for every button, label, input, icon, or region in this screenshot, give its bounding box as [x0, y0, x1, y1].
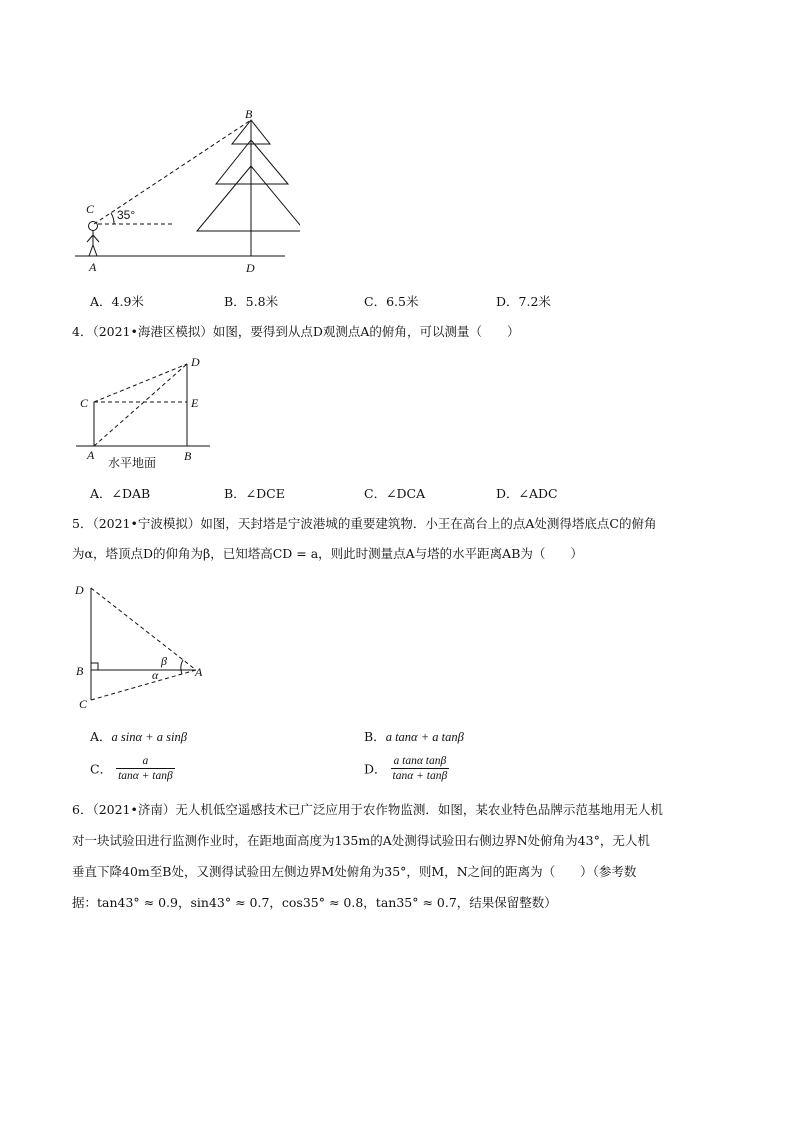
label-b: B [184, 449, 192, 463]
q5-option-b-letter: B． [364, 729, 386, 744]
person-left-leg [89, 245, 93, 256]
label-c: C [80, 396, 89, 410]
q4-option-b[interactable]: B．∠DCE [224, 486, 285, 501]
person-right-arm [93, 235, 99, 242]
person-head [89, 222, 98, 231]
q6-line1: 6．（2021•济南）无人机低空遥感技术已广泛应用于农作物监测．如图，某农业特色品牌示范基地用无人机 [72, 802, 663, 817]
q6-line2: 对一块试验田进行监测作业时，在距地面高度为135m的A处测得试验田右侧边界N处俯角为43°，无人机 [72, 833, 650, 848]
label-a: A [89, 260, 97, 274]
segment-ad [94, 364, 187, 446]
q5-option-c-letter: C． [90, 761, 113, 777]
tree-bottom-triangle [197, 166, 300, 231]
q3-option-c[interactable]: C．6.5米 [364, 294, 419, 309]
q5-option-c-denominator: tanα + tanβ [118, 770, 173, 782]
q3-option-a[interactable]: A．4.9米 [90, 294, 144, 309]
label-c: C [79, 697, 88, 711]
q5-option-d-fraction [391, 754, 450, 783]
right-angle-mark [91, 663, 98, 670]
label-b: B [245, 107, 253, 121]
q5-option-a-letter: A． [90, 729, 112, 744]
segment-da [91, 588, 196, 670]
label-a: A [87, 448, 95, 462]
label-alpha: α [152, 668, 159, 682]
beta-arc [181, 660, 183, 670]
q5-stem-line2: 为α，塔顶点D的仰角为β，已知塔高CD = a，则此时测量点A与塔的水平距离AB为（ ） [72, 546, 583, 561]
q5-option-d[interactable] [364, 754, 449, 783]
q5-option-c-numerator: a [116, 754, 175, 769]
q4-stem: 4．（2021•海港区模拟）如图，要得到从点D观测点A的俯角，可以测量（ ） [72, 324, 520, 339]
label-d: D [75, 583, 84, 597]
tree-figure [60, 100, 300, 280]
person-left-arm [87, 235, 93, 242]
q5-option-d-numerator: a tanα tanβ [391, 754, 450, 769]
angle-arc [111, 213, 114, 224]
q4-figure [60, 350, 220, 470]
q5-option-d-denominator: tanα + tanβ [392, 770, 448, 782]
q5-figure [66, 576, 226, 716]
label-beta: β [161, 654, 167, 668]
segment-cd [94, 364, 187, 402]
tree-middle-triangle [216, 140, 288, 184]
q5-option-d-letter: D． [364, 761, 387, 777]
q6-line3: 垂直下降40m至B处，又测得试验田左侧边界M处俯角为35°，则M，N之间的距离为（ ）（参考数 [72, 864, 637, 879]
q3-option-d[interactable]: D．7.2米 [496, 294, 551, 309]
angle-label: 35° [117, 208, 136, 222]
label-c: C [86, 202, 95, 216]
q5-option-a[interactable] [90, 727, 187, 745]
q5-option-b-expr: a tanα + a tanβ [385, 730, 464, 744]
label-a: A [195, 665, 203, 679]
q4-option-d[interactable]: D．∠ADC [496, 486, 558, 501]
q3-option-b[interactable]: B．5.8米 [224, 294, 279, 309]
segment-ca [91, 670, 196, 700]
q5-option-c-fraction [116, 754, 175, 783]
q5-option-a-expr: a sinα + a sinβ [111, 730, 187, 744]
q4-option-c[interactable]: C．∠DCA [364, 486, 426, 501]
alpha-arc [181, 670, 182, 674]
ground-label: 水平地面 [108, 456, 157, 470]
q5-option-c[interactable] [90, 754, 175, 783]
label-d: D [191, 355, 200, 369]
q6-line4: 据：tan43° ≈ 0.9，sin43° ≈ 0.7，cos35° ≈ 0.8，tan35° ≈ 0.7，结果保留整数） [72, 895, 557, 910]
q4-option-a[interactable]: A．∠DAB [90, 486, 151, 501]
q5-option-b[interactable] [364, 727, 464, 745]
person-right-leg [93, 245, 97, 256]
label-d: D [246, 261, 255, 275]
label-b: B [76, 664, 84, 678]
q5-stem-line1: 5．（2021•宁波模拟）如图，天封塔是宁波港城的重要建筑物．小王在高台上的点A处测得塔底点C的俯角 [72, 516, 657, 531]
label-e: E [191, 396, 199, 410]
